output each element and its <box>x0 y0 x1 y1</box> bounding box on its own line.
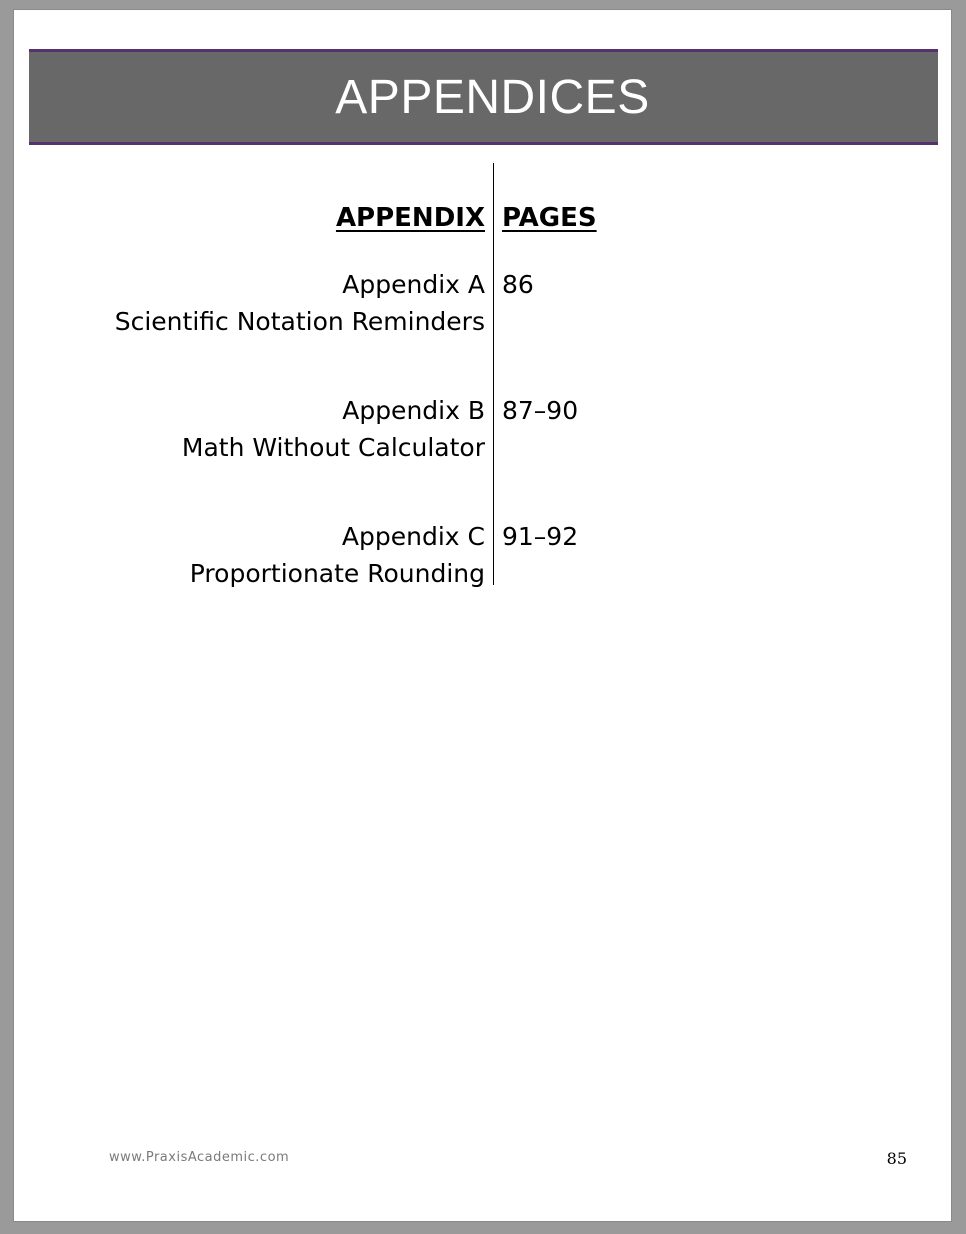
appendix-topic: Proportionate Rounding <box>189 559 485 588</box>
pages-entry-c <box>502 518 597 630</box>
column-divider <box>493 163 494 585</box>
pages-column <box>502 198 597 630</box>
appendix-label: Appendix C <box>341 522 485 551</box>
page-range: 91–92 <box>502 522 579 551</box>
pages-heading: PAGES <box>502 203 597 233</box>
appendix-entry-a <box>115 266 485 378</box>
page-range: 87–90 <box>502 396 579 425</box>
footer-page-number: 85 <box>886 1149 907 1168</box>
pages-entry-a <box>502 266 597 378</box>
document-page <box>14 10 951 1221</box>
pages-entry-b <box>502 392 597 504</box>
appendix-entry-b <box>115 392 485 504</box>
page-title: APPENDICES <box>335 70 650 124</box>
footer-website: www.PraxisAcademic.com <box>109 1150 290 1165</box>
appendix-topic: Math Without Calculator <box>181 433 485 462</box>
appendix-column <box>115 198 485 630</box>
page-range: 86 <box>502 270 534 299</box>
appendix-topic: Scientific Notation Reminders <box>114 307 485 336</box>
appendix-label: Appendix A <box>342 270 485 299</box>
appendix-heading: APPENDIX <box>335 203 485 233</box>
appendix-entry-c <box>115 518 485 630</box>
appendix-label: Appendix B <box>342 396 485 425</box>
title-banner <box>29 49 938 145</box>
